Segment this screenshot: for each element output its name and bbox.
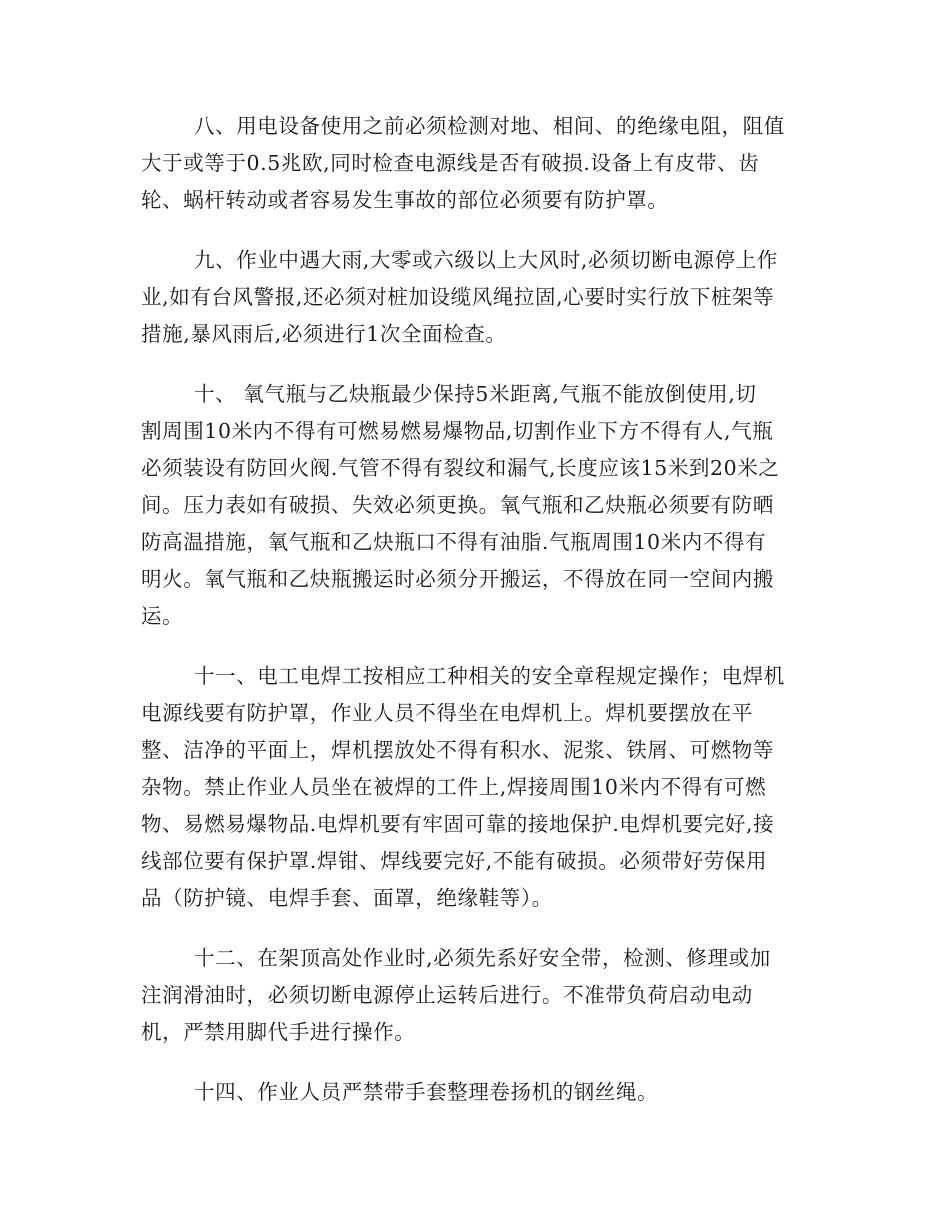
- text-line: 整、洁净的平面上，焊机摆放处不得有积水、泥浆、铁屑、可燃物等: [141, 738, 774, 762]
- text-line: 电源线要有防护罩，作业人员不得坐在电焊机上。焊机要摆放在平: [141, 701, 753, 725]
- paragraph-9: [141, 242, 811, 353]
- text-line: 轮、蜗杆转动或者容易发生事故的部位必须要有防护罩。: [141, 188, 669, 212]
- paragraph-11: [141, 658, 811, 917]
- paragraph-12: [141, 940, 811, 1051]
- text-line: 业,如有台风警报,还必须对桩加设缆风绳拉固,心要时实行放下桩架等: [141, 285, 775, 309]
- paragraph-8: [141, 108, 811, 219]
- text-line: 十二、在架顶高处作业时,必须先系好安全带，检测、修理或加: [194, 946, 771, 970]
- text-line: 八、用电设备使用之前必须检测对地、相间、的绝缘电阻，阻值: [194, 114, 785, 138]
- text-line: 注润滑油时，必须切断电源停止运转后进行。不准带负荷启动电动: [141, 983, 753, 1007]
- text-line: 线部位要有保护罩.焊钳、焊线要完好,不能有破损。必须带好劳保用: [141, 849, 768, 873]
- text-line: 九、作业中遇大雨,大零或六级以上大风时,必须切断电源停上作: [194, 248, 778, 272]
- text-line: 大于或等于0.5兆欧,同时检查电源线是否有破损.设备上有皮带、齿: [141, 151, 760, 175]
- text-line: 杂物。禁止作业人员坐在被焊的工件上,焊接周围10米内不得有可燃: [141, 775, 767, 799]
- text-line: 割周围10米内不得有可燃易燃易爆物品,切割作业下方不得有人,气瓶: [141, 419, 774, 443]
- text-line: 运。: [141, 604, 184, 628]
- text-line: 品（防护镜、电焊手套、面罩，绝缘鞋等）。: [141, 886, 553, 910]
- paragraph-14: [141, 1074, 811, 1111]
- text-line: 措施,暴风雨后,必须进行1次全面检查。: [141, 322, 507, 346]
- document-body: [141, 108, 811, 1134]
- text-line: 明火。氧气瓶和乙炔瓶搬运时必须分开搬运，不得放在同一空间内搬: [141, 567, 774, 591]
- text-line: 物、易燃易爆物品.电焊机要有牢固可靠的接地保护.电焊机要完好,接: [141, 812, 775, 836]
- paragraph-10: [141, 376, 811, 635]
- text-line: 十一、电工电焊工按相应工种相关的安全章程规定操作；电焊机: [194, 664, 785, 688]
- text-line: 十四、作业人员严禁带手套整理卷扬机的钢丝绳。: [194, 1080, 659, 1104]
- text-line: 机，严禁用脚代手进行操作。: [141, 1020, 416, 1044]
- text-line: 十、 氧气瓶与乙炔瓶最少保持5米距离,气瓶不能放倒使用,切: [194, 382, 757, 406]
- text-line: 间。压力表如有破损、失效必须更换。氧气瓶和乙炔瓶必须要有防晒: [141, 493, 774, 517]
- text-line: 必须装设有防回火阀.气管不得有裂纹和漏气,长度应该15米到20米之: [141, 456, 780, 480]
- text-line: 防高温措施，氧气瓶和乙炔瓶口不得有油脂.气瓶周围10米内不得有: [141, 530, 767, 554]
